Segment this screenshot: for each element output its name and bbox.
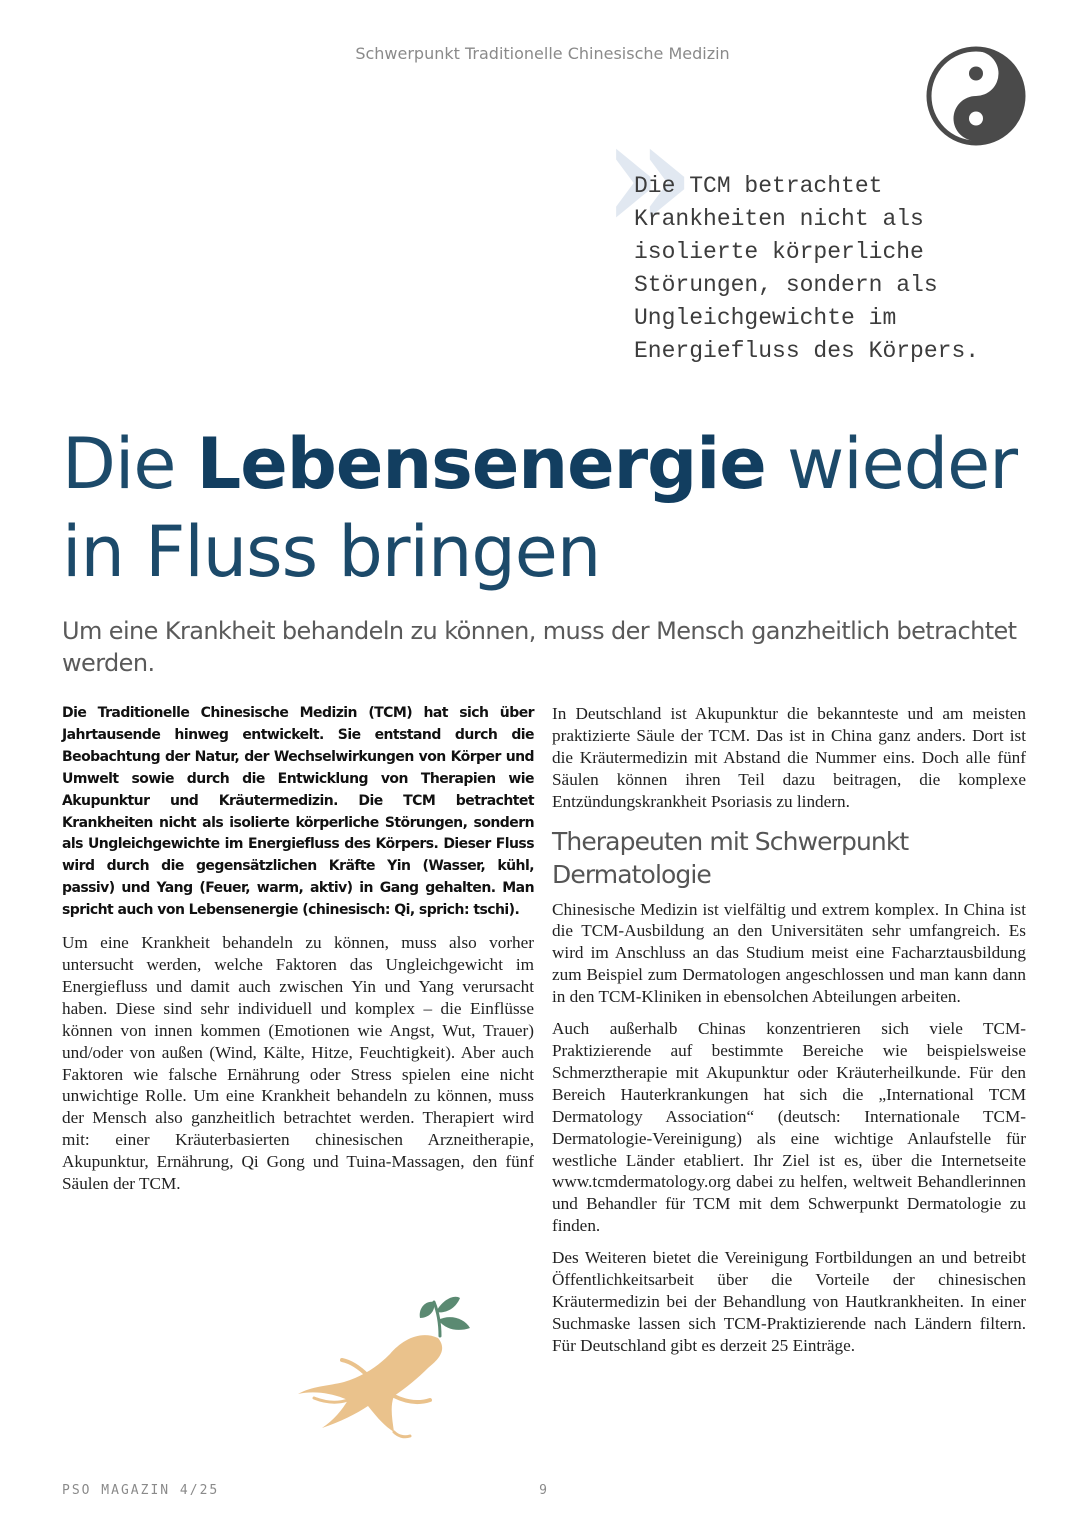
right-column bbox=[552, 703, 1026, 1367]
body-paragraph: Des Weiteren bietet die Vereinigung Fortbildungen an und betreibt Öffentlichkeitsarbeit über die Vorteile der chinesischen Kräutermedizin bei der Behandlung von Hautkrankheiten. In einer Suchmaske lassen sich TCM-Praktizierende nach Ländern filtern. Für Deutschland gibt es derzeit 25 Einträge. bbox=[552, 1248, 1026, 1355]
lead-paragraph: Die Traditionelle Chinesische Medizin (TCM) hat sich über Jahrtausende hinweg entwickelt. Sie entstand durch die Beobachtung der Natur, der Wechselwirkungen von Körper und Umwelt sowie durch die Entwicklung von Therapien wie Akupunktur und Kräutermedizin. Die TCM betrachtet Krankheiten nicht als isolierte körperliche Störungen, sondern als Ungleichgewichte im Energiefluss des Körpers. Dieser Fluss wird durch die gegensätzlichen Kräfte Yin (Wasser, kühl, passiv) und Yang (Feuer, warm, aktiv) in Gang gehalten. Man spricht auch von Lebensenergie (chinesisch: Qi, sprich: tschi). bbox=[62, 705, 534, 919]
subtitle: Um eine Krankheit behandeln zu können, muss der Mensch ganzheitlich betrachtet werden. bbox=[62, 617, 1017, 677]
page-number: 9 bbox=[539, 1483, 547, 1498]
yin-yang-icon bbox=[926, 46, 1026, 146]
footer-magazine: PSO MAGAZIN 4/25 bbox=[62, 1483, 220, 1498]
left-column bbox=[62, 703, 534, 1205]
body-paragraph: Um eine Krankheit behandeln zu können, muss also vorher untersucht werden, welche Faktoren das Ungleichgewicht im Energiefluss und damit auch zwischen Yin und Yang verursacht haben. Diese sind sehr individuell und komplex – die Einflüsse können von innen kommen (Emotionen wie Angst, Wut, Trauer) und/oder von außen (Wind, Kälte, Hitze, Feuchtigkeit). Aber auch Faktoren wie falsche Ernährung oder Stress spielen eine nicht unwichtige Rolle. Um eine Krankheit behandeln zu können, muss der Mensch also ganzheitlich betrachtet werden. Therapiert wird mit: einer Kräuterbasierten chinesischen Arzneitherapie, Akupunktur, Ernährung, Qi Gong und Tuina-Massagen, den fünf Säulen der TCM. bbox=[62, 933, 534, 1194]
headline-part1: Die bbox=[62, 423, 197, 505]
headline-part2: wieder in Fluss bringen bbox=[62, 423, 1018, 593]
ginseng-root-illustration bbox=[290, 1290, 480, 1440]
headline bbox=[62, 420, 1022, 596]
section-heading: Therapeuten mit Schwerpunkt Dermatologie bbox=[552, 826, 909, 889]
body-paragraph: In Deutschland ist Akupunktur die bekannteste und am meisten praktizierte Säule der TCM. Das ist in China ganz anders. Dort ist die Kräutermedizin mit Abstand die Nummer eins. Doch alle fünf Säulen können ihren Teil dazu beitragen, die komplexe Entzündungskrankheit Psoriasis zu lindern. bbox=[552, 704, 1026, 811]
pull-quote: Die TCM betrachtet Krankheiten nicht als isolierte körperliche Störungen, sondern als Ungleichgewichte im Energiefluss des Körpers. bbox=[634, 173, 980, 364]
running-head: Schwerpunkt Traditionelle Chinesische Medizin bbox=[355, 44, 730, 63]
quote-mark: » bbox=[602, 87, 696, 263]
body-paragraph: Chinesische Medizin ist vielfältig und extrem komplex. In China ist die TCM-Ausbildung an den Universitäten sehr umfangreich. Es wird im Anschluss an das Studium meist eine Facharztausbildung zum Beispiel zum Dermatologen angeschlossen und man kann dann in den TCM-Kliniken in ebensolchen Abteilungen arbeiten. bbox=[552, 899, 1026, 1007]
body-paragraph: Auch außerhalb Chinas konzentrieren sich viele TCM-Praktizierende auf bestimmte Bereiche wie beispielsweise Schmerztherapie mit Akupunktur oder Kräuterheilkunde. Für den Bereich Hauterkrankungen hat sich die „International TCM Dermatology Association“ (deutsch: Internationale TCM-Dermatologie-Vereinigung) als eine wichtige Anlaufstelle für westliche Länder etabliert. Ihr Ziel ist es, über die Internetseite www.tcmdermatology.org dabei zu helfen, weltweit Behandlerinnen und Behandler für TCM mit dem Schwerpunkt Dermatologie zu finden. bbox=[552, 1019, 1026, 1236]
headline-bold: Lebensenergie bbox=[196, 423, 766, 505]
